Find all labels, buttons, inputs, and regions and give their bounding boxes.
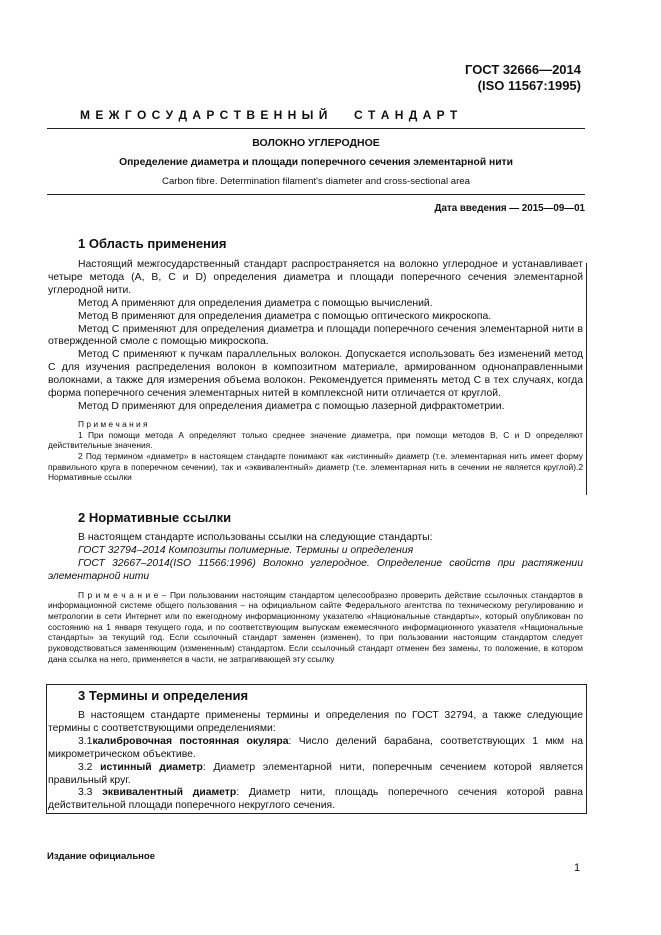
paragraph: Метод А применяют для определения диаметра с помощью вычислений.: [78, 297, 433, 309]
term-definition: [48, 736, 583, 762]
section-3-body: [48, 710, 583, 813]
section-2-body: [48, 532, 583, 665]
section-1-body: [48, 259, 583, 483]
paragraph: В настоящем стандарте применены термины и определения по ГОСТ 32794, а также следующие термины с соответствующими определениями:: [48, 710, 583, 734]
english-title: Carbon fibre. Determination filament's diameter and cross-sectional area: [162, 176, 470, 187]
definition: : Диаметр элементарной нити, поперечным сечением которой является правильный круг.: [48, 761, 584, 786]
introduction-date: Дата введения — 2015—09—01: [434, 203, 585, 214]
note: 2 Под термином «диаметр» в настоящем стандарте понимают как «истинный» диаметр (т.е. элементарная нить имеет форму правильного круга в поперечном сечении), так и «эквивалентный» диаметр (т.е. элементарная нить в сечении не является круглой).2 Нормативные ссылки: [48, 450, 583, 483]
paragraph: В настоящем стандарте использованы ссылки на следующие стандарты:: [78, 532, 433, 543]
term: эквивалентный диаметр: [102, 787, 237, 799]
paragraph: Метод С применяют для определения диаметра и площади поперечного сечения элементарной нити в отвержденной смоле с помощью микроскопа.: [48, 323, 583, 348]
official-edition: Издание официальное: [47, 851, 155, 862]
definition: : Число делений барабана, соответствующих 1 мкм на микрометрическом объективе.: [48, 735, 583, 760]
page-number: 1: [574, 862, 581, 874]
reference: ГОСТ 32794–2014 Композиты полимерные. Термины и определения: [78, 544, 414, 556]
reference: ГОСТ 32667–2014(ISO 11566:1996) Волокно углеродное. Определение свойств при растяжении элементарной нити: [48, 557, 583, 582]
term-number: 3.2: [78, 761, 101, 773]
paragraph: Метод D применяют для определения диаметра с помощью лазерной дифрактометрии.: [78, 400, 505, 412]
note-label: П р и м е ч а н и е: [78, 589, 159, 600]
term: калибровочная постоянная окуляра: [92, 735, 289, 747]
paragraph: Метод С применяют к пучкам параллельных волокон. Допускается использовать без изменений метод С для изучения распределения волокон в композитном материале, армированном однонаправленными волокнами, а также для измерения объема волокон. Рекомендуется применять метод С в тех случаях, когда форма поперечного сечения элементарных нитей в комплексной нити отличается от круглой.: [48, 349, 583, 400]
section-1-heading: 1 Область применения: [78, 236, 227, 251]
header-rule: [47, 128, 585, 129]
title-rule: [47, 194, 585, 195]
note: [48, 590, 583, 665]
term-definition: [48, 762, 583, 788]
change-bar: [586, 263, 587, 495]
definition: : Диаметр нити, площадь поперечного сечения которой равна действительной площади поперечного некруглого сечения.: [48, 787, 583, 812]
section-2-heading: 2 Нормативные ссылки: [78, 510, 232, 525]
iso-number: (ISO 11567:1995): [477, 78, 581, 93]
document-subtitle: Определение диаметра и площади поперечного сечения элементарной нити: [119, 157, 513, 168]
term-number: 3.3: [78, 787, 103, 799]
paragraph: Настоящий межгосударственный стандарт распространяется на волокно углеродное и устанавливает четыре метода (А, В, С и D) определения диаметра и площади поперечного сечения элементарной углеродной нити.: [48, 259, 583, 296]
paragraph: Метод В применяют для определения диаметра с помощью оптического микроскопа.: [78, 310, 492, 322]
section-3-heading: 3 Термины и определения: [78, 688, 249, 703]
note-text: – При пользовании настоящим стандартом целесообразно проверить действие ссылочных стандартов в информационной системе общего пользования – на официальном сайте Федерального агентства по техническому регулированию и метрологии в сети Интернет или по ежегодному информационному указателю «Национальные стандарты», который опубликован по состоянию на 1 января текущего года, и по соответствующим выпускам ежемесячного информационного указателя «Национальные стандарты» за текущий год. Если ссылочный стандарт заменен (изменен), то при пользовании настоящим стандартом следует руководствоваться заменяющим (измененным) стандартом. Если ссылочный стандарт отменен без замены, то положение, в котором дана ссылка на него, применяется в части, не затрагивающей эту ссылку: [48, 589, 583, 664]
standard-type: М Е Ж Г О С У Д А Р С Т В Е Н Н Ы Й С Т А Н Д А Р Т: [80, 108, 458, 122]
term-definition: [48, 787, 583, 813]
term: истинный диаметр: [100, 761, 203, 773]
document-title: ВОЛОКНО УГЛЕРОДНОЕ: [252, 137, 380, 149]
note: 1 При помощи метода А определяют только среднее значение диаметра, при помощи методов В, С и D определяют действительные значения.: [48, 429, 583, 451]
notes-label: П р и м е ч а н и я: [78, 418, 148, 429]
term-number: 3.1: [78, 735, 93, 747]
gost-number: ГОСТ 32666—2014: [465, 62, 581, 77]
